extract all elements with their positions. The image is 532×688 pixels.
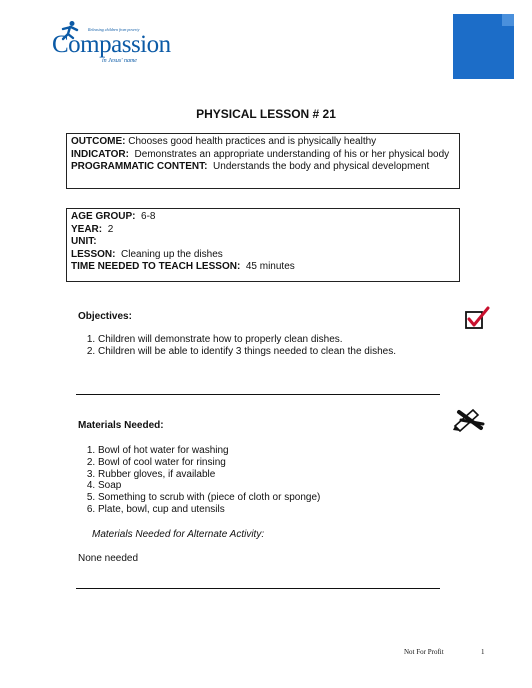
indicator-value: Demonstrates an appropriate understanding of his or her physical body bbox=[134, 148, 450, 160]
lesson-label: LESSON: bbox=[71, 248, 116, 260]
outcome-value: Chooses good health practices and is physically healthy bbox=[128, 136, 377, 147]
alternate-materials-heading: Materials Needed for Alternate Activity: bbox=[92, 529, 265, 540]
material-item: 2. Bowl of cool water for rinsing bbox=[98, 457, 478, 469]
logo-subline: in Jesus' name bbox=[102, 58, 137, 64]
alternate-materials-value: None needed bbox=[78, 553, 139, 564]
time-needed-label: TIME NEEDED TO TEACH LESSON: bbox=[71, 261, 241, 272]
time-needed-row bbox=[71, 261, 455, 274]
programmatic-content-value: Understands the body and physical development bbox=[213, 161, 430, 172]
lesson-value: Cleaning up the dishes bbox=[121, 248, 223, 260]
age-group-label: AGE GROUP: bbox=[71, 211, 136, 222]
objectives-heading: Objectives: bbox=[78, 311, 132, 322]
materials-list bbox=[78, 445, 478, 516]
programmatic-content-label: PROGRAMMATIC CONTENT: bbox=[71, 161, 208, 172]
logo-tagline: Releasing children from poverty bbox=[88, 27, 140, 32]
outcome-label: OUTCOME: bbox=[71, 136, 126, 147]
outcome-box bbox=[66, 133, 460, 189]
objective-item: 1. Children will demonstrate how to properly clean dishes. bbox=[98, 334, 478, 346]
year-row bbox=[71, 224, 455, 237]
lesson-row bbox=[71, 249, 455, 262]
objective-item: 2. Children will be able to identify 3 things needed to clean the dishes. bbox=[98, 346, 478, 358]
material-item: 6. Plate, bowl, cup and utensils bbox=[98, 504, 478, 516]
age-group-value: 6-8 bbox=[141, 211, 156, 222]
lesson-info-box bbox=[66, 208, 460, 282]
material-item: 1. Bowl of hot water for washing bbox=[98, 445, 478, 457]
section-divider bbox=[76, 394, 440, 395]
indicator-row bbox=[71, 149, 455, 162]
year-label: YEAR: bbox=[71, 223, 103, 235]
page-title: PHYSICAL LESSON # 21 bbox=[196, 107, 336, 121]
outcome-row bbox=[71, 136, 455, 149]
footer-not-for-profit: Not For Profit bbox=[404, 648, 444, 656]
year-value: 2 bbox=[107, 223, 114, 235]
material-item: 4. Soap bbox=[98, 480, 478, 492]
logo-wordmark: Compassion bbox=[52, 31, 171, 58]
indicator-label: INDICATOR: bbox=[71, 148, 129, 160]
section-divider bbox=[76, 588, 440, 589]
material-item: 5. Something to scrub with (piece of cloth or sponge) bbox=[98, 492, 478, 504]
objectives-list bbox=[78, 334, 478, 358]
age-group-row bbox=[71, 211, 455, 224]
programmatic-content-row bbox=[71, 161, 455, 174]
decorative-blue-block bbox=[453, 14, 514, 79]
pencil-crayon-icon bbox=[451, 406, 485, 432]
material-item: 3. Rubber gloves, if available bbox=[98, 469, 478, 481]
footer-page-number: 1 bbox=[481, 648, 485, 656]
materials-heading: Materials Needed: bbox=[78, 420, 164, 431]
unit-label: UNIT: bbox=[71, 236, 97, 247]
unit-row bbox=[71, 236, 455, 249]
compassion-logo bbox=[50, 20, 170, 70]
checkbox-check-icon bbox=[464, 306, 490, 330]
time-needed-value: 45 minutes bbox=[245, 261, 295, 272]
